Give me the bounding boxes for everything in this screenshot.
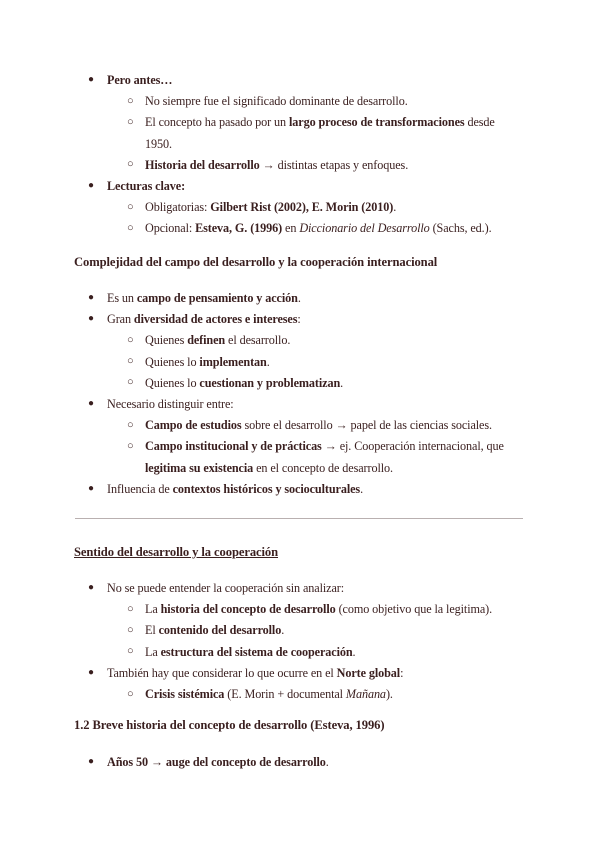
- list-item-text: → ej. Cooperación internacional, que: [321, 439, 504, 454]
- list-item-text: Lecturas clave:: [107, 179, 186, 193]
- list-item-text: (Sachs, ed.).: [429, 221, 492, 236]
- bullet-icon: ●: [88, 74, 94, 85]
- list-item: [145, 622, 284, 638]
- list-item-text: Opcional:: [145, 221, 196, 236]
- list-item: [145, 354, 270, 370]
- bullet-icon: ○: [127, 645, 134, 658]
- list-item-text: Influencia de: [107, 481, 173, 496]
- list-item-text: Gran: [107, 312, 134, 327]
- list-item-text: (como objetivo que la legitima).: [335, 602, 493, 617]
- list-item: [145, 114, 495, 130]
- list-item: [107, 580, 344, 596]
- list-item: [145, 332, 290, 348]
- bullet-icon: ○: [127, 418, 134, 431]
- list-item: [145, 417, 492, 433]
- bullet-icon: ○: [127, 200, 134, 213]
- horizontal-rule: [75, 518, 523, 519]
- list-item-text: Campo institucional y de prácticas: [145, 439, 322, 454]
- list-item-text: cuestionan y problematizan: [199, 375, 341, 390]
- list-item-text: .: [393, 200, 397, 215]
- list-item-text: No siempre fue el significado dominante de desarrollo.: [145, 94, 408, 109]
- list-item-text: legitima su existencia: [145, 460, 254, 475]
- bullet-icon: ○: [127, 687, 134, 700]
- bullet-icon: ●: [88, 582, 94, 593]
- bullet-icon: ○: [127, 623, 134, 636]
- bullet-icon: ○: [127, 333, 134, 346]
- list-item-text: Pero antes…: [107, 73, 173, 87]
- list-item-text: diversidad de actores e intereses: [133, 312, 298, 327]
- bullet-icon: ●: [88, 292, 94, 303]
- list-item-text: Quienes: [145, 333, 188, 348]
- list-item-text: Norte global: [336, 665, 401, 680]
- list-item: [145, 375, 343, 391]
- bullet-icon: ●: [88, 398, 94, 409]
- list-item-text: Necesario distinguir entre:: [107, 397, 234, 411]
- list-item: [107, 665, 403, 681]
- heading-breve-historia: 1.2 Breve historia del concepto de desarrollo (Esteva, 1996): [74, 718, 385, 732]
- list-item-text: sobre el desarrollo → papel de las ciencias sociales.: [241, 418, 492, 433]
- bullet-icon: ●: [88, 180, 94, 191]
- list-item: [107, 396, 234, 412]
- bullet-icon: ○: [127, 376, 134, 389]
- bullet-icon: ○: [127, 94, 134, 107]
- list-item: [107, 290, 301, 306]
- list-item-text: estructura del sistema de cooperación: [160, 644, 353, 659]
- list-item-text: No se puede entender la cooperación sin analizar:: [107, 581, 345, 595]
- bullet-icon: ●: [88, 756, 94, 767]
- list-item-text: Gilbert Rist (2002), E. Morin (2010): [210, 200, 394, 215]
- list-item: [145, 438, 504, 454]
- bullet-icon: ○: [127, 158, 134, 171]
- list-item-text: Campo de estudios: [145, 418, 242, 433]
- list-item-text: Obligatorias:: [145, 200, 211, 215]
- bullet-icon: ○: [127, 602, 134, 615]
- list-item: [107, 754, 329, 770]
- list-item: [145, 199, 396, 215]
- bullet-icon: ○: [127, 221, 134, 234]
- list-item-text: El: [145, 623, 159, 638]
- list-item-text: .: [325, 755, 329, 769]
- list-item-text: en el concepto de desarrollo.: [253, 460, 393, 475]
- list-item: [145, 93, 408, 109]
- list-item: [145, 220, 492, 236]
- bullet-icon: ●: [88, 313, 94, 325]
- list-item-text: largo proceso de transformaciones: [288, 115, 465, 130]
- list-item-text: .: [360, 481, 364, 496]
- bullet-icon: ○: [127, 355, 134, 368]
- list-item-text: El concepto ha pasado por un: [145, 115, 289, 130]
- bullet-icon: ○: [127, 115, 134, 128]
- list-item: [107, 178, 185, 194]
- list-item: [107, 311, 301, 327]
- list-item-text: → distintas etapas y enfoques.: [259, 157, 409, 172]
- list-item-text: 1950.: [145, 136, 172, 151]
- heading-sentido: Sentido del desarrollo y la cooperación: [74, 545, 279, 559]
- list-item-text: .: [266, 354, 270, 369]
- list-item: [107, 481, 363, 497]
- list-item-text: el desarrollo.: [225, 333, 291, 348]
- list-item-text: campo de pensamiento y acción: [136, 291, 298, 305]
- list-item-text: También hay que considerar lo que ocurre en el: [107, 665, 337, 680]
- list-item-text: historia del concepto de desarrollo: [160, 602, 336, 617]
- list-item-text: .: [281, 623, 285, 638]
- list-item-text: contenido del desarrollo: [158, 623, 282, 638]
- list-item: [145, 644, 356, 660]
- list-item: [145, 601, 492, 617]
- list-item-text: Quienes lo: [145, 354, 200, 369]
- list-item-text: Esteva, G. (1996): [195, 221, 283, 236]
- list-item-text: Diccionario del Desarrollo: [299, 221, 430, 236]
- list-item: [145, 136, 172, 152]
- list-item-text: ).: [385, 687, 393, 701]
- list-item-text: Quienes lo: [145, 375, 200, 390]
- list-item-text: .: [352, 644, 356, 659]
- list-item-text: contextos históricos y socioculturales: [172, 481, 361, 496]
- bullet-icon: ●: [88, 482, 94, 494]
- list-item-text: .: [340, 375, 344, 390]
- list-item: [145, 686, 393, 702]
- list-item-text: en: [282, 221, 300, 236]
- list-item-text: desde: [464, 115, 495, 130]
- bullet-icon: ○: [127, 439, 134, 452]
- heading-complejidad: Complejidad del campo del desarrollo y la cooperación internacional: [74, 255, 438, 269]
- list-item-text: (E. Morin + documental: [224, 687, 346, 701]
- list-item-text: implementan: [199, 354, 267, 369]
- list-item: [145, 157, 408, 173]
- list-item-text: Mañana: [345, 687, 386, 701]
- list-item-text: definen: [187, 333, 226, 348]
- list-item-text: Es un: [107, 291, 137, 305]
- list-item: [145, 460, 393, 476]
- list-item: [107, 72, 172, 88]
- list-item-text: La: [145, 602, 161, 617]
- list-item-text: La: [145, 644, 161, 659]
- list-item-text: Crisis sistémica: [145, 687, 225, 701]
- list-item-text: Años 50 → auge del concepto de desarrollo: [107, 755, 326, 769]
- list-item-text: Historia del desarrollo: [145, 157, 260, 172]
- bullet-icon: ●: [88, 666, 94, 678]
- list-item-text: :: [400, 665, 404, 680]
- list-item-text: :: [297, 312, 301, 327]
- list-item-text: .: [297, 291, 301, 305]
